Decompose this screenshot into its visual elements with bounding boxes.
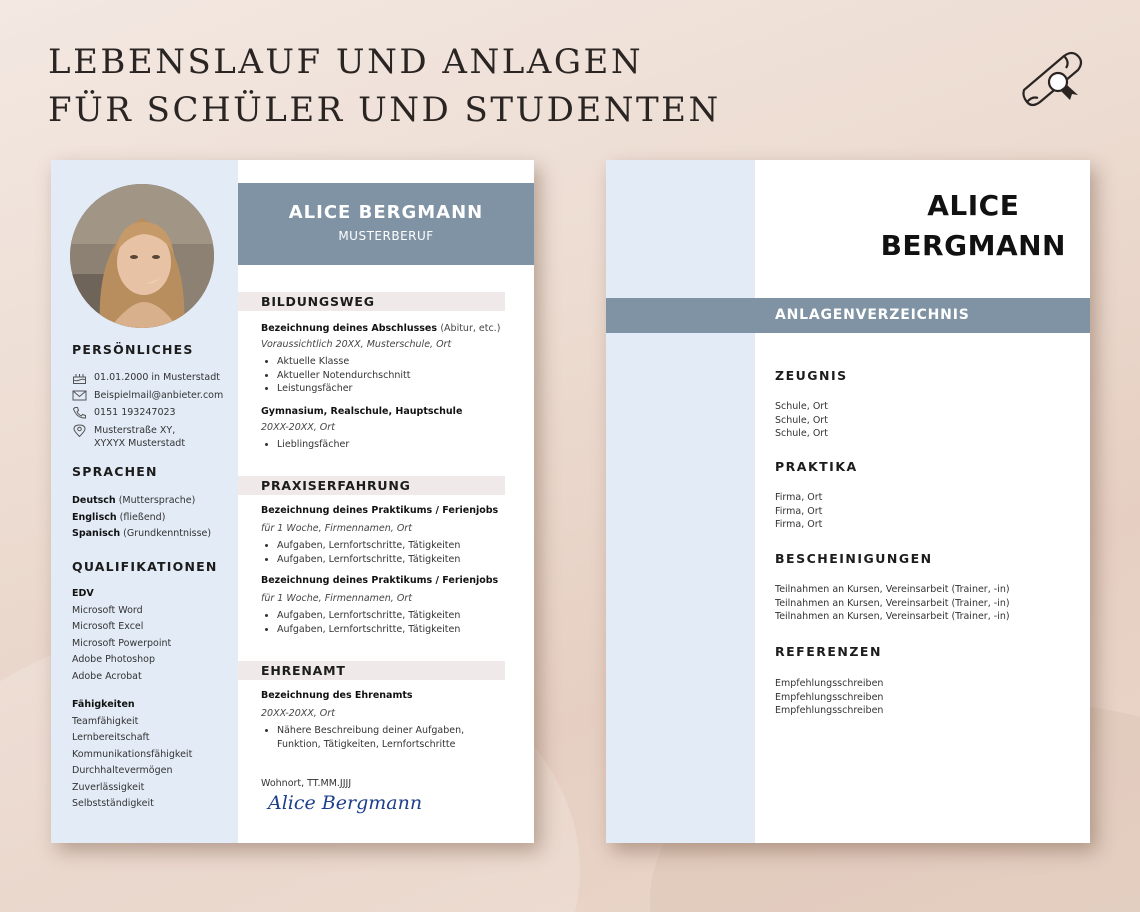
list-item: Empfehlungsschreiben: [775, 691, 884, 703]
list-item: Kommunikationsfähigkeit: [72, 748, 193, 760]
cake-icon: [72, 371, 87, 384]
headline-line-1: LEBENSLAUF UND ANLAGEN: [48, 42, 644, 82]
list-item: Firma, Ort: [775, 519, 823, 530]
personal-heading: PERSÖNLICHES: [72, 342, 194, 357]
section-heading: BESCHEINIGUNGEN: [775, 551, 933, 566]
phone-row: [72, 406, 176, 419]
headline-line-2: FÜR SCHÜLER UND STUDENTEN: [48, 90, 721, 130]
list-item: Zuverlässigkeit: [72, 781, 145, 793]
list-item: Adobe Photoshop: [72, 654, 155, 665]
languages-list: [72, 493, 211, 543]
profile-photo: [70, 184, 214, 328]
list-item: Empfehlungsschreiben: [775, 678, 884, 689]
list-item: Schule, Ort: [775, 414, 828, 426]
list-item: Microsoft Word: [72, 604, 143, 616]
list-item: Schule, Ort: [775, 401, 828, 412]
list-item: Selbstständigkeit: [72, 798, 154, 809]
attachments-sidebar: [606, 160, 755, 843]
language-item: Deutsch (Muttersprache): [72, 495, 196, 506]
address-line-2: XYXYX Musterstadt: [94, 438, 186, 449]
attachments-page: [606, 160, 1090, 843]
section-heading: REFERENZEN: [775, 644, 882, 659]
signature: Alice Bergmann: [268, 792, 423, 814]
list-item: Microsoft Powerpoint: [72, 637, 172, 649]
section-items: [775, 583, 1010, 624]
cv-page: [51, 160, 534, 843]
phone-text: 0151 193247023: [94, 407, 176, 418]
edv-list: [72, 586, 171, 685]
qualifications-heading: QUALIFIKATIONEN: [72, 559, 218, 574]
email-text: Beispielmail@anbieter.com: [94, 390, 224, 401]
cv-job-title: MUSTERBERUF: [338, 229, 434, 243]
list-item: Teilnahmen an Kursen, Vereinsarbeit (Trainer, -in): [775, 584, 1010, 595]
list-item: Lernbereitschaft: [72, 732, 150, 743]
location-pin-icon: [72, 424, 87, 437]
section-items: [775, 400, 828, 441]
list-item: • Lieblingsfächer: [277, 438, 511, 452]
list-item: Empfehlungsschreiben: [775, 705, 884, 716]
list-item: Teilnahmen an Kursen, Vereinsarbeit (Trainer, -in): [775, 597, 1010, 609]
experience-entry: Bezeichnung deines Praktikums / Ferienjobs für 1 Woche, Firmennamen, Ort • Aufgaben, Lernfortschritte, Tätigkeiten • Aufgaben, Lernfortschritte, Tätigkeiten: [261, 574, 511, 636]
list-item: Durchhaltevermögen: [72, 765, 173, 776]
list-item: Microsoft Excel: [72, 621, 144, 632]
diploma-icon: [1020, 48, 1092, 114]
email-row: [72, 389, 223, 402]
list-item: • Aufgaben, Lernfortschritte, Tätigkeiten: [277, 553, 511, 567]
attachments-title-bar: [606, 298, 1090, 333]
list-item: Firma, Ort: [775, 505, 823, 517]
attachments-title: ANLAGENVERZEICHNIS: [775, 307, 970, 323]
experience-heading: PRAXISERFAHRUNG: [238, 476, 505, 495]
headline: [48, 38, 721, 134]
section-items: [775, 677, 883, 718]
list-item: • Aufgaben, Lernfortschritte, Tätigkeiten: [277, 609, 511, 623]
list-item: Schule, Ort: [775, 428, 828, 439]
list-item: Teamfähigkeit: [72, 715, 139, 727]
birth-text: 01.01.2000 in Musterstadt: [94, 372, 220, 383]
birth-row: [72, 371, 220, 384]
education-heading: BILDUNGSWEG: [238, 292, 505, 311]
education-entry: Bezeichnung deines Abschlusses (Abitur, etc.) Voraussichtlich 20XX, Musterschule, Ort • Aktuelle Klasse • Aktueller Notendurchschnitt • Leistungsfächer: [261, 322, 511, 396]
name-banner: [238, 183, 534, 265]
address-line-1: Musterstraße XY,: [94, 425, 176, 436]
education-entry: Gymnasium, Realschule, Hauptschule 20XX-20XX, Ort • Lieblingsfächer: [261, 405, 511, 452]
address-row: [72, 424, 185, 450]
list-item: Adobe Acrobat: [72, 670, 142, 682]
phone-icon: [72, 406, 87, 419]
cv-name: ALICE BERGMANN: [288, 202, 484, 223]
experience-entry: Bezeichnung deines Praktikums / Ferienjobs für 1 Woche, Firmennamen, Ort • Aufgaben, Lernfortschritte, Tätigkeiten • Aufgaben, Lernfortschritte, Tätigkeiten: [261, 504, 511, 566]
list-item: • Leistungsfächer: [277, 382, 511, 396]
mail-icon: [72, 389, 87, 402]
list-item: • Nähere Beschreibung deiner Aufgaben, Funktion, Tätigkeiten, Lernfortschritte: [277, 724, 511, 751]
list-item: Firma, Ort: [775, 492, 823, 503]
place-date: Wohnort, TT.MM.JJJJ: [261, 778, 352, 789]
section-heading: PRAKTIKA: [775, 459, 858, 474]
language-item: Spanisch (Grundkenntnisse): [72, 528, 212, 539]
list-item: • Aufgaben, Lernfortschritte, Tätigkeiten: [277, 539, 511, 553]
skills-list: [72, 697, 192, 813]
list-item: Teilnahmen an Kursen, Vereinsarbeit (Trainer, -in): [775, 611, 1010, 622]
attachments-name: ALICE BERGMANN: [880, 189, 1066, 262]
language-item: Englisch (fließend): [72, 511, 166, 523]
edv-heading: EDV: [72, 588, 94, 599]
list-item: • Aktueller Notendurchschnitt: [277, 369, 511, 383]
section-items: [775, 491, 822, 532]
skills-heading: Fähigkeiten: [72, 699, 135, 710]
section-heading: ZEUGNIS: [775, 368, 848, 383]
volunteer-entry: Bezeichnung des Ehrenamts 20XX-20XX, Ort • Nähere Beschreibung deiner Aufgaben, Funktion, Tätigkeiten, Lernfortschritte: [261, 689, 511, 751]
languages-heading: SPRACHEN: [72, 464, 158, 479]
list-item: • Aufgaben, Lernfortschritte, Tätigkeiten: [277, 623, 511, 637]
list-item: • Aktuelle Klasse: [277, 355, 511, 369]
volunteer-heading: EHRENAMT: [238, 661, 505, 680]
